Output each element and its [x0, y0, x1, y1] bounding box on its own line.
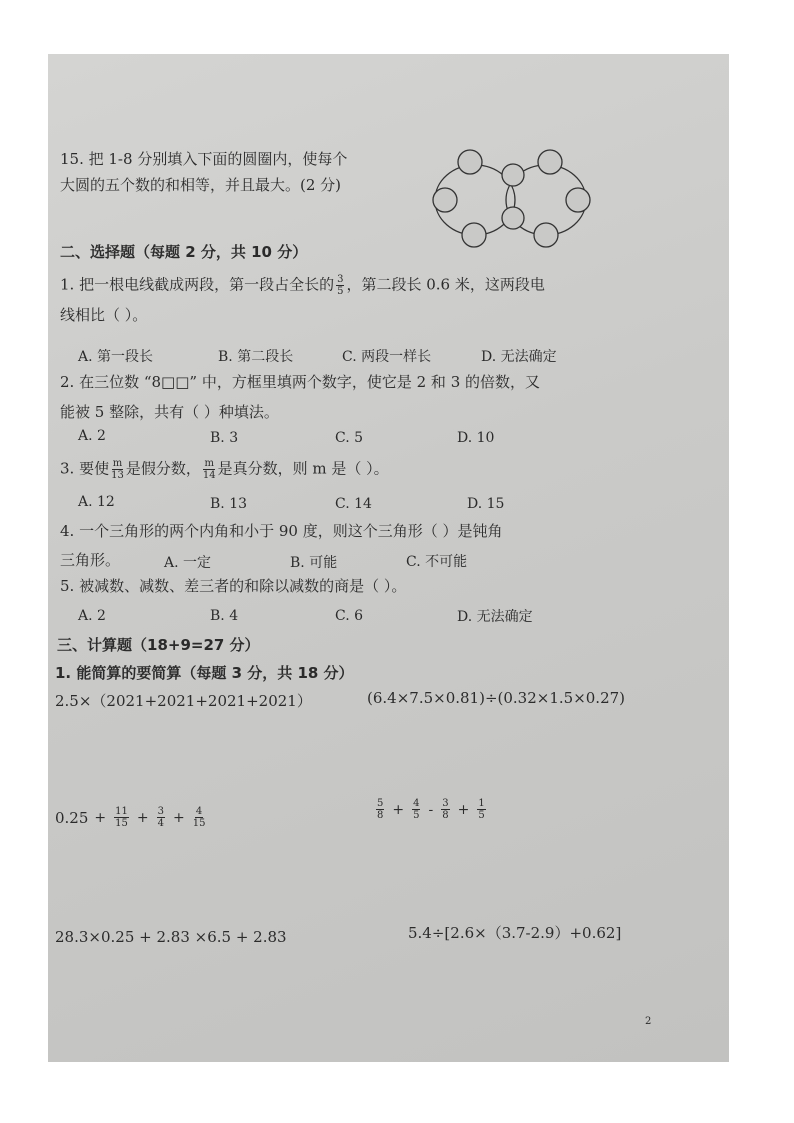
- circle-diagram: [428, 145, 600, 250]
- section3-sub1: 1. 能简算的要简算（每题 3 分，共 18 分）: [55, 664, 354, 682]
- fraction: $\frac{11}{15}$: [115, 806, 128, 829]
- q2-line1: 2. 在三位数 “8□□” 中，方框里填两个数字，使它是 2 和 3 的倍数，又: [60, 373, 541, 391]
- fraction: $\frac{5}{8}$: [377, 798, 384, 821]
- q2-option-c: C. 5: [335, 430, 364, 446]
- q5-option-d: D. 无法确定: [457, 609, 533, 625]
- q1-option-d: D. 无法确定: [481, 349, 557, 365]
- small-circle: [502, 164, 524, 186]
- fraction: $\frac{4}{5}$: [413, 798, 420, 821]
- q1-option-b: B. 第二段长: [218, 349, 294, 365]
- page-number: 2: [645, 1016, 652, 1027]
- small-circle: [462, 223, 486, 247]
- q3-line: 3. 要使 $\frac{m}{13}$ 是假分数， $\frac{m}{14}$ 是真分数，则 m 是（ ）。: [60, 458, 389, 481]
- q1-line2: 线相比（ ）。: [60, 306, 148, 324]
- calc-expr-5: 28.3×0.25 + 2.83 ×6.5 + 2.83: [55, 928, 287, 946]
- small-circle: [433, 188, 457, 212]
- q5-line1: 5. 被减数、减数、差三者的和除以减数的商是（ ）。: [60, 577, 407, 595]
- q3-option-a: A. 12: [78, 494, 115, 510]
- q15-line2: 大圆的五个数的和相等，并且最大。(2 分): [60, 176, 342, 194]
- q2-line2: 能被 5 整除，共有（ ）种填法。: [60, 403, 279, 421]
- small-circle: [502, 207, 524, 229]
- calc-expr-4: $\frac{5}{8}$ + $\frac{4}{5}$ - $\frac{3}{8}$ + $\frac{1}{5}$: [377, 798, 485, 821]
- fraction: $\frac{4}{15}$: [192, 806, 206, 829]
- q4-line1: 4. 一个三角形的两个内角和小于 90 度，则这个三角形（ ）是钝角: [60, 522, 503, 540]
- q1-option-a: A. 第一段长: [78, 349, 154, 365]
- calc-expr-1: 2.5×（2021+2021+2021+2021）: [55, 692, 312, 710]
- small-circle: [534, 223, 558, 247]
- small-circle: [566, 188, 590, 212]
- q2-option-b: B. 3: [210, 430, 239, 446]
- q4-option-a: A. 一定: [164, 555, 212, 571]
- q5-option-a: A. 2: [78, 608, 106, 624]
- small-circle: [458, 150, 482, 174]
- small-circle: [538, 150, 562, 174]
- q1-option-c: C. 两段一样长: [342, 349, 432, 365]
- q4-line2-prefix: 三角形。: [60, 551, 121, 569]
- q1-line1: 1. 把一根电线截成两段，第一段占全长的 $\frac{3}{5}$ ，第二段长 0.6 米，这两段电: [60, 274, 545, 297]
- section3-heading: 三、计算题（18+9=27 分）: [57, 636, 260, 654]
- q5-option-b: B. 4: [210, 608, 239, 624]
- q4-option-b: B. 可能: [290, 555, 338, 571]
- q3-option-d: D. 15: [467, 496, 505, 512]
- fraction: $\frac{3}{4}$: [157, 806, 164, 829]
- fraction: $\frac{3}{8}$: [442, 798, 449, 821]
- fraction: $\frac{m}{13}$: [111, 458, 124, 481]
- q3-option-c: C. 14: [335, 496, 372, 512]
- fraction: $\frac{1}{5}$: [478, 798, 485, 821]
- fraction: $\frac{3}{5}$: [337, 274, 344, 297]
- q4-option-c: C. 不可能: [406, 554, 468, 570]
- section2-heading: 二、选择题（每题 2 分，共 10 分）: [60, 243, 308, 261]
- exam-paper: [48, 54, 729, 1062]
- q5-option-c: C. 6: [335, 608, 364, 624]
- fraction: $\frac{m}{14}$: [202, 458, 216, 481]
- q2-option-a: A. 2: [78, 428, 106, 444]
- q2-option-d: D. 10: [457, 430, 495, 446]
- calc-expr-2: (6.4×7.5×0.81)÷(0.32×1.5×0.27): [367, 689, 626, 707]
- calc-expr-6: 5.4÷[2.6×（3.7-2.9）+0.62]: [408, 924, 622, 942]
- q15-line1: 15. 把 1-8 分别填入下面的圆圈内，使每个: [60, 150, 348, 168]
- calc-expr-3: 0.25 + $\frac{11}{15}$ + $\frac{3}{4}$ + $\frac{4}{15}$: [55, 806, 206, 829]
- q3-option-b: B. 13: [210, 496, 248, 512]
